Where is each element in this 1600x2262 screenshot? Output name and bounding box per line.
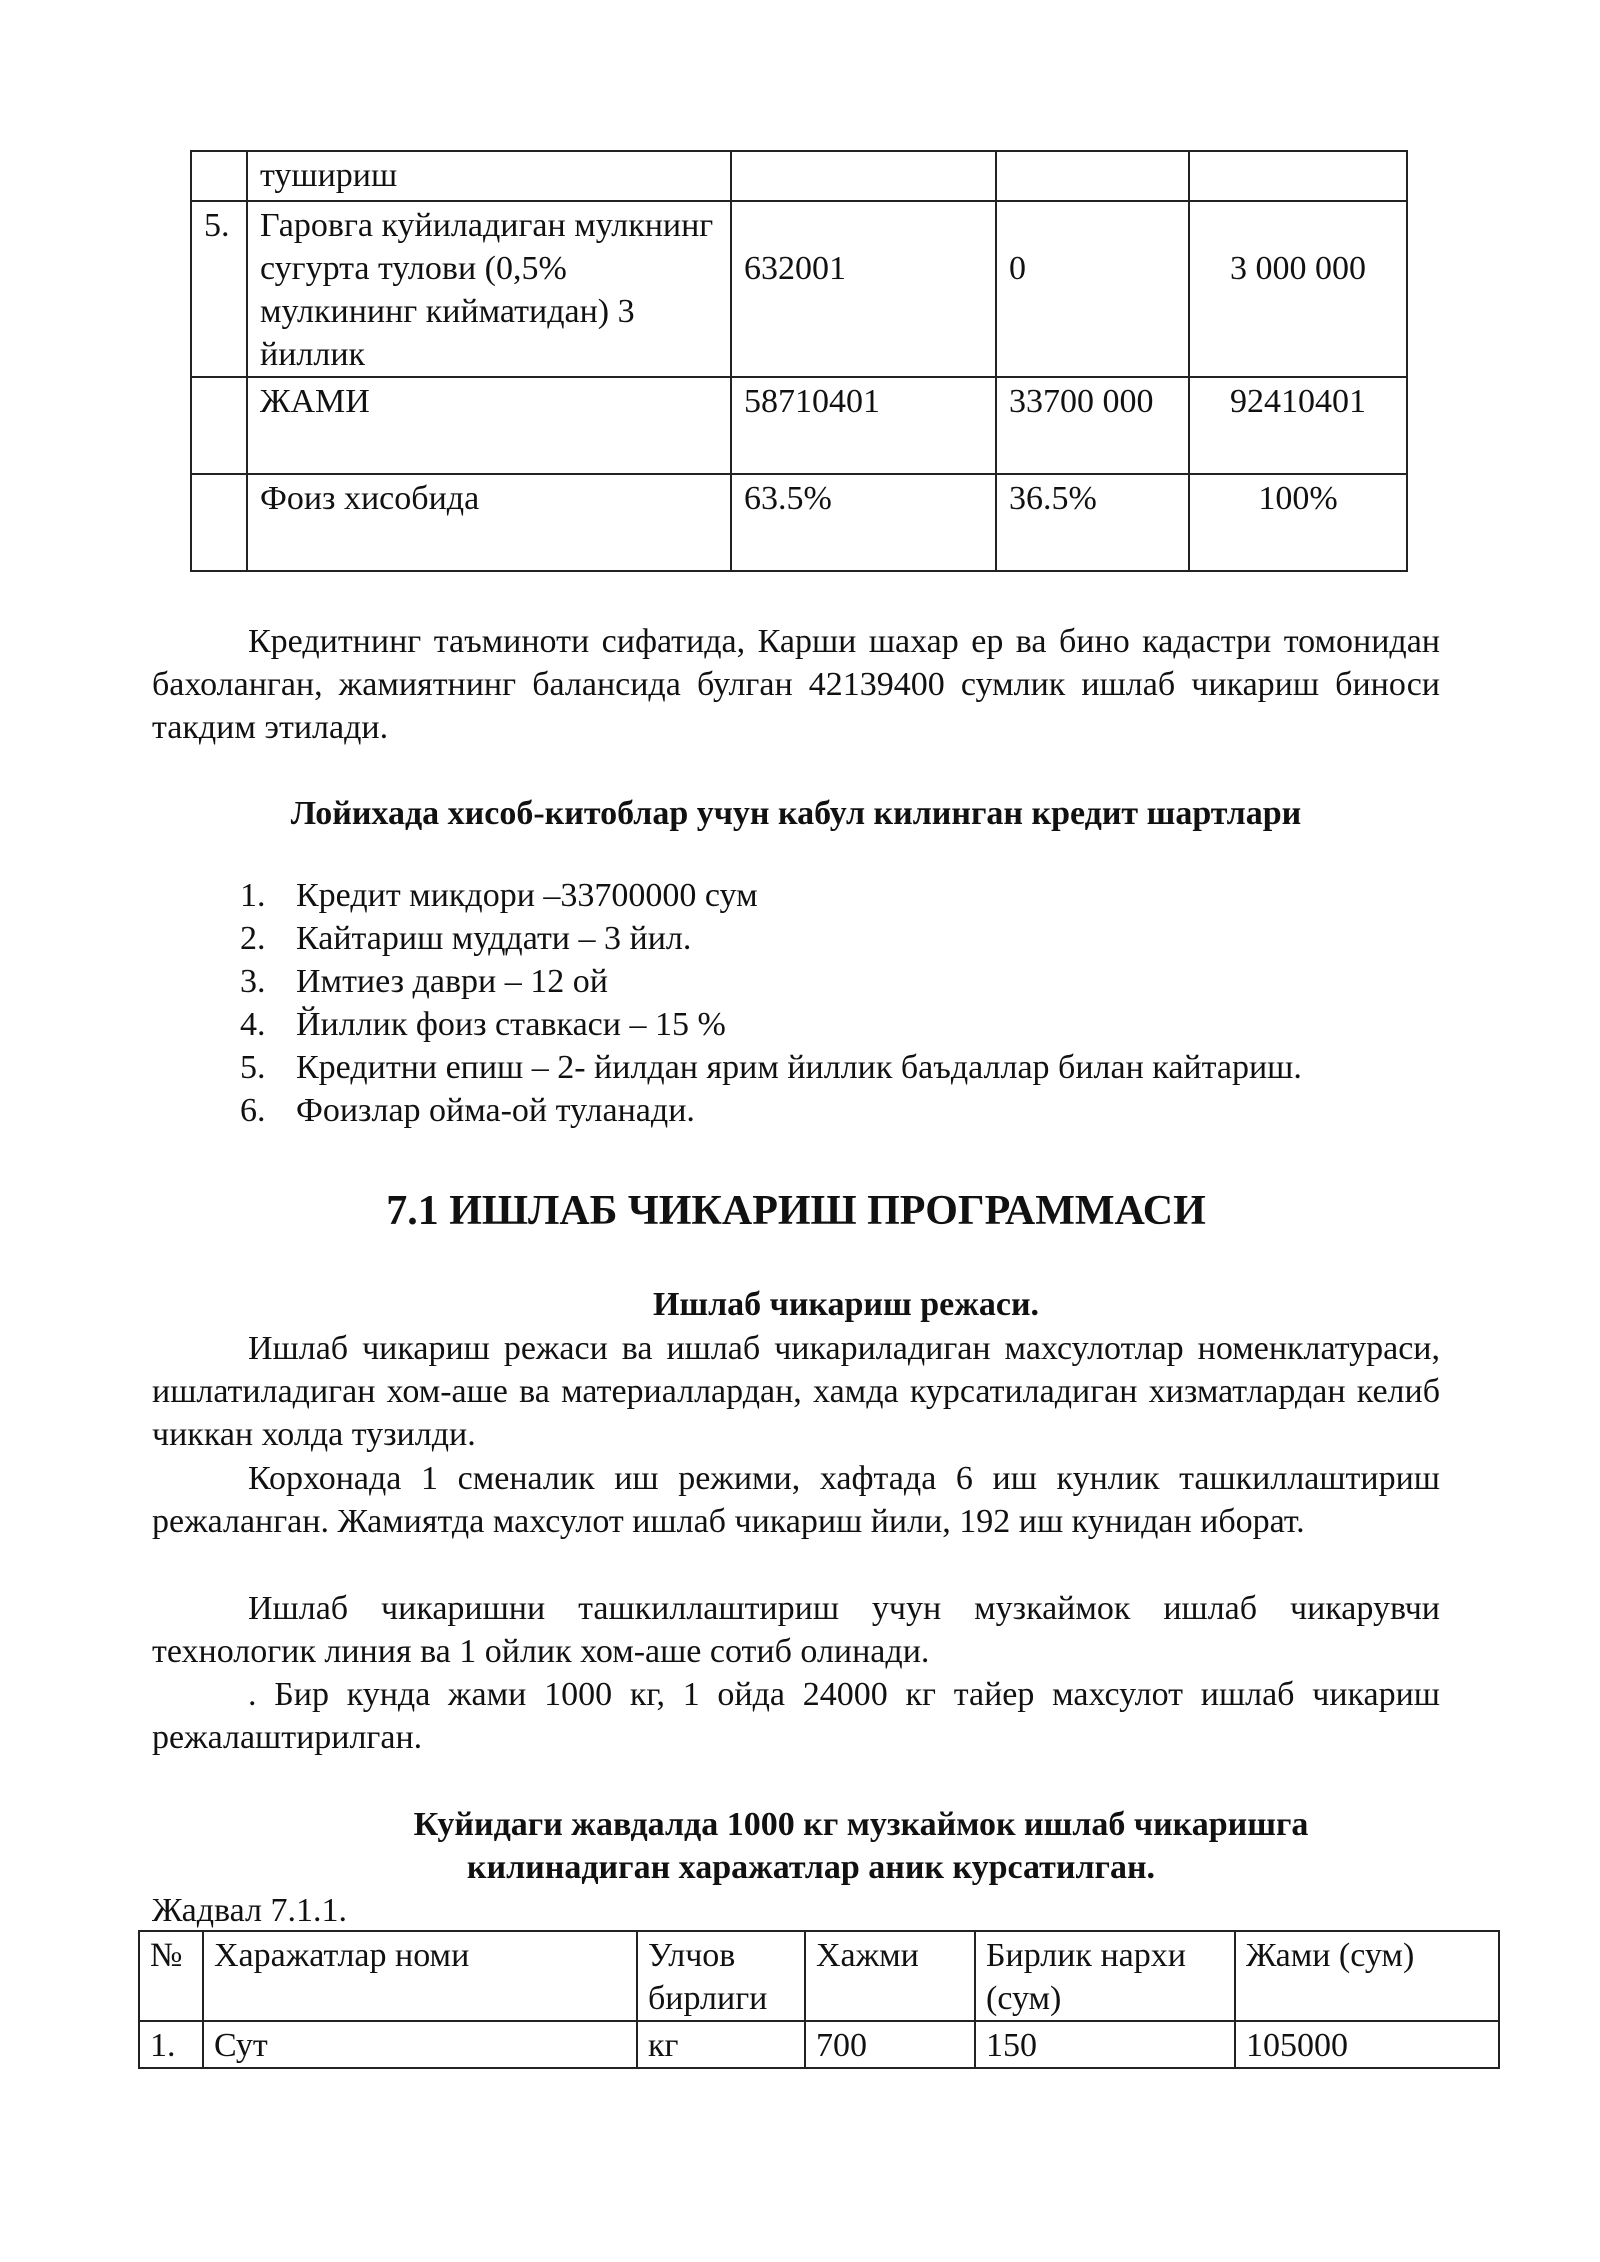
table-cell: 105000: [1235, 2021, 1499, 2068]
credit-cell: 0: [996, 201, 1189, 377]
total-cell: 92410401: [1189, 377, 1407, 474]
paragraph: Корхонада 1 сменалик иш режими, хафтада 6 иш кунлик ташкиллаштириш режаланган. Жамиятда махсулот ишлаб чикариш йили, 192 иш кунидан иборат.: [152, 1460, 1440, 1540]
list-text: Кайтариш муддати – 3 йил.: [296, 920, 692, 957]
list-text: Кредит микдори –33700000 сум: [296, 877, 758, 914]
list-item: [240, 960, 1440, 1003]
own-funds-cell: [731, 151, 996, 201]
row-number-cell: [191, 377, 247, 474]
table-cell: 150: [975, 2021, 1235, 2068]
table-row: [191, 151, 1407, 201]
row-number-cell: 5.: [191, 201, 247, 377]
credit-terms-heading: Лойихада хисоб-китоблар учун кабул килинган кредит шартлари: [290, 795, 1302, 832]
header-cell: №: [139, 1931, 203, 2021]
list-number: 4.: [240, 1006, 266, 1043]
own-funds-cell: 63.5%: [731, 474, 996, 571]
list-number: 3.: [240, 963, 266, 1000]
own-funds-cell: 632001: [731, 201, 996, 377]
credit-cell: 33700 000: [996, 377, 1189, 474]
header-cell: Жами (сум): [1235, 1931, 1499, 2021]
list-item: [240, 1089, 1440, 1132]
section-title: 7.1 ИШЛАБ ЧИКАРИШ ПРОГРАММАСИ: [386, 1188, 1206, 1234]
table-header-row: [139, 1931, 1499, 2021]
item-name-cell: Фоиз хисобида: [247, 474, 731, 571]
row-number-cell: [191, 151, 247, 201]
list-number: 5.: [240, 1049, 266, 1086]
table-row: [191, 201, 1407, 377]
list-text: Фоизлар ойма-ой туланади.: [296, 1092, 695, 1129]
table-caption: Жадвал 7.1.1.: [152, 1892, 347, 1929]
table-cell: кг: [637, 2021, 805, 2068]
item-name-cell: Гаровга куйиладиган мулкнинг сугурта тулови (0,5% мулкининг кийматидан) 3 йиллик: [247, 201, 731, 377]
header-cell: Хажми: [805, 1931, 975, 2021]
paragraph: Ишлаб чикаришни ташкиллаштириш учун музкаймок ишлаб чикарувчи технологик линия ва 1 ойлик хом-аше сотиб олинади.: [152, 1590, 1440, 1670]
list-number: 2.: [240, 920, 266, 957]
table-cell: 700: [805, 2021, 975, 2068]
table-row: [139, 2021, 1499, 2068]
credit-sources-table: [190, 150, 1408, 572]
list-item: [240, 1046, 1440, 1089]
list-item: [240, 874, 1440, 917]
list-text: Кредитни епиш – 2- йилдан ярим йиллик баъдаллар билан кайтариш.: [296, 1049, 1302, 1086]
table-row: [191, 377, 1407, 474]
collateral-paragraph: Кредитнинг таъминоти сифатида, Карши шахар ер ва бино кадастри томонидан бахоланган, жамиятнинг балансида булган 42139400 сумлик ишлаб чикариш биноси такдим этилади.: [152, 623, 1440, 746]
item-name-cell: ЖАМИ: [247, 377, 731, 474]
header-cell: Бирлик нархи (сум): [975, 1931, 1235, 2021]
costs-table: [138, 1930, 1500, 2069]
credit-terms-list: [240, 874, 1440, 1132]
list-number: 1.: [240, 877, 266, 914]
total-cell: 100%: [1189, 474, 1407, 571]
table-row: [191, 474, 1407, 571]
list-text: Имтиез даври – 12 ой: [296, 963, 608, 1000]
credit-cell: [996, 151, 1189, 201]
total-cell: [1189, 151, 1407, 201]
header-cell: Харажатлар номи: [203, 1931, 637, 2021]
paragraph: . Бир кунда жами 1000 кг, 1 ойда 24000 кг тайер махсулот ишлаб чикариш режалаштирилган.: [152, 1676, 1440, 1756]
list-number: 6.: [240, 1092, 266, 1129]
credit-cell: 36.5%: [996, 474, 1189, 571]
own-funds-cell: 58710401: [731, 377, 996, 474]
subheading: Ишлаб чикариш режаси.: [652, 1286, 1040, 1323]
list-text: Йиллик фоиз ставкаси – 15 %: [296, 1006, 726, 1043]
table-heading-line1: Куйидаги жавдалда 1000 кг музкаймок ишлаб чикаришга: [413, 1806, 1309, 1843]
item-name-cell: тушириш: [247, 151, 731, 201]
list-item: [240, 1003, 1440, 1046]
list-item: [240, 917, 1440, 960]
paragraph: Ишлаб чикариш режаси ва ишлаб чикариладиган махсулотлар номенклатураси, ишлатиладиган хом-аше ва материаллардан, хамда курсатиладиган хизматлардан келиб чиккан холда тузилди.: [152, 1330, 1440, 1453]
table-cell: 1.: [139, 2021, 203, 2068]
row-number-cell: [191, 474, 247, 571]
table-heading-line2: килинадиган харажатлар аник курсатилган.: [466, 1849, 1156, 1886]
header-cell: Улчов бирлиги: [637, 1931, 805, 2021]
total-cell: 3 000 000: [1189, 201, 1407, 377]
table-cell: Сут: [203, 2021, 637, 2068]
